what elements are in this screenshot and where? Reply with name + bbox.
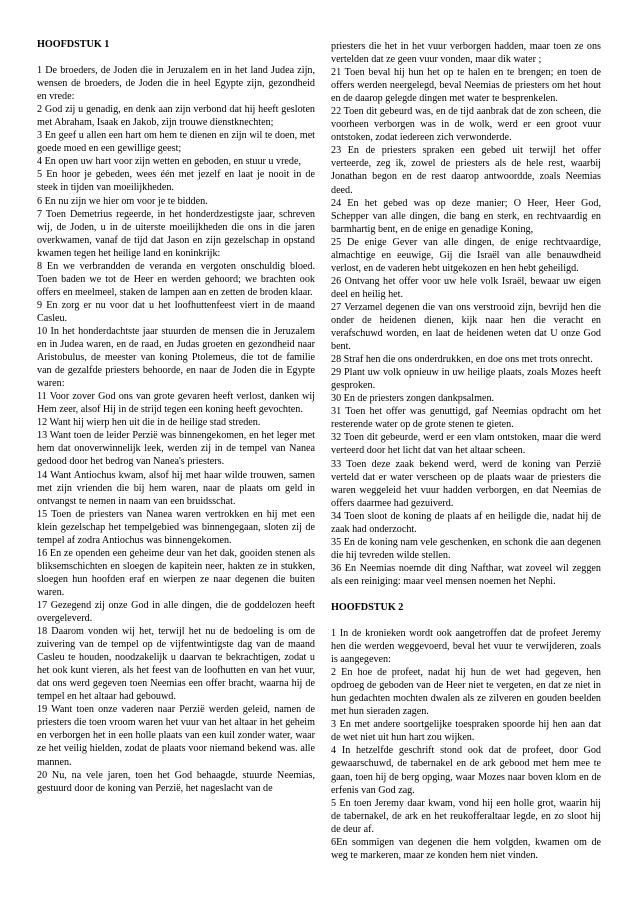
right-column (331, 40, 601, 862)
verse-1-27: 27 Verzamel degenen die van ons verstrooid zijn, bevrijd hen die onder de heidenen dienen, kijk naar hen die veracht en verafschuwd worden, en laat de heidenen weten dat U onze God bent. (331, 301, 601, 353)
verse-1-33: 33 Toen deze zaak bekend werd, werd de koning van Perzië verteld dat er water verscheen op de plaats waar de priesters die waren weggeleid het vuur hadden verborgen, en dat Neemias de offers daarmee had gezuiverd. (331, 458, 601, 509)
verse-1-29: 29 Plant uw volk opnieuw in uw heilige plaats, zoals Mozes heeft gesproken. (331, 367, 601, 392)
verse-2-5: 5 En toen Jeremy daar kwam, vond hij een holle grot, waarin hij de tabernakel, de ark en het reukofferaltaar legde, en zo sloot hij de deur af. (331, 797, 601, 835)
verse-1-5: 5 En hoor je gebeden, wees één met jezelf en laat je nooit in de steek in tijden van moeilijkheden. (37, 169, 315, 194)
verse-1-2: 2 God zij u genadig, en denk aan zijn verbond dat hij heeft gesloten met Abraham, Isaak en Jakob, zijn trouwe dienstknechten; (37, 104, 315, 129)
verse-1-6: 6 En nu zijn we hier om voor je te bidden. (37, 195, 208, 207)
verse-1-21: 21 Toen beval hij hun het op te halen en te brengen; en toen de offers werden neergelegd, beval Neemias de priesters om het hout en de daarop gelegde dingen met water te besprenkelen. (331, 67, 601, 105)
verse-1-35: 35 En de koning nam vele geschenken, en schonk die aan degenen die hij tevreden wilde stellen. (331, 536, 601, 561)
verse-2-3: 3 En met andere soortgelijke toespraken spoorde hij hen aan dat de wet niet uit hun hart zou wijken. (331, 719, 601, 744)
verse-1-30: 30 En de priesters zongen dankpsalmen. (331, 393, 495, 405)
verse-1-26: 26 Ontvang het offer voor uw hele volk Israël, bewaar uw eigen deel en heilig het. (331, 275, 601, 300)
verse-1-11: 11 Voor zover God ons van grote gevaren heeft verlost, danken wij Hem zeer, alsof Hij in de strijd tegen een koning heeft gevochten. (37, 391, 315, 416)
verse-1-20-start: 20 Nu, na vele jaren, toen het God behaagde, stuurde Neemias, gestuurd door de koning van Perzië, het nageslacht van de (37, 769, 315, 794)
chapter-1-heading: HOOFDSTUK 1 (37, 39, 110, 50)
verse-1-16: 16 En ze openden een geheime deur van het dak, gooiden stenen als bliksemschichten en sloegen de kapitein neer, hakten ze in stukken, sloegen hun hoofden eraf en wierpen ze naar degenen die buiten waren. (37, 547, 315, 598)
verse-1-23: 23 En de priesters spraken een gebed uit terwijl het offer verteerde, zeg ik, zowel de priesters als de hele rest, waarbij Jonathan begon en de rest daarop antwoordde, zoals Neemias deed. (331, 145, 601, 196)
verse-1-15: 15 Toen de priesters van Nanea waren vertrokken en hij met een klein gezelschap het tempelgebied was binnengegaan, sloten zij de tempel af zodra Antiochus was binnengekomen. (37, 508, 315, 546)
verse-1-3: 3 En geef u allen een hart om hem te dienen en zijn wil te doen, met goede moed en een gewillige geest; (37, 130, 315, 155)
verse-2-2: 2 En hoe de profeet, nadat hij hun de wet had gegeven, hen opdroeg de geboden van de Heer niet te vergeten, en dat ze niet in hun gedachten mochten dwalen als ze zilveren en gouden beelden met hun sieraden zagen. (331, 667, 601, 718)
verse-1-12: 12 Want hij wierp hen uit die in de heilige stad streden. (37, 417, 261, 429)
verse-1-19: 19 Want toen onze vaderen naar Perzië werden geleid, namen de priesters die toen vroom waren het vuur van het altaar in het geheim en verborgen het in een holle plaats van een kuil zonder water, waar ze het veilig hielden, zodat de plaats voor niemand bekend was. alle mannen. (37, 704, 315, 768)
verse-1-1: 1 De broeders, de Joden die in Jeruzalem en in het land Judea zijn, wensen de broeders, de Joden die in heel Egypte zijn, gezondheid en vrede: (37, 65, 315, 103)
left-column (37, 38, 315, 795)
verse-1-34: 34 Toen sloot de koning de plaats af en heiligde die, nadat hij de zaak had onderzocht. (331, 510, 601, 535)
verse-1-14: 14 Want Antiochus kwam, alsof hij met haar wilde trouwen, samen met zijn vrienden die bij hem waren, naar de plaats om geld in ontvangst te nemen in naam van een bruidsschat. (37, 469, 315, 507)
verse-1-32: 32 Toen dit gebeurde, werd er een vlam ontstoken, maar die werd verteerd door het licht dat van het altaar scheen. (331, 432, 601, 457)
verse-1-28: 28 Straf hen die ons onderdrukken, en doe ons met trots onrecht. (331, 354, 593, 366)
chapter-2-heading: HOOFDSTUK 2 (331, 601, 404, 613)
verse-1-20-continued: priesters die het in het vuur verborgen hadden, maar toen ze ons vertelden dat ze geen vuur vonden, maar dik water ; (331, 41, 601, 66)
verse-1-10: 10 In het honderdachtste jaar stuurden de mensen die in Jeruzalem en in Judea waren, en de raad, en Judas groeten en gezondheid naar Aristobulus, de meester van koning Ptolemeus, die tot de familie van de gezalfde priesters behoorde, en naar de Joden die in Egypte waren: (37, 325, 315, 390)
verse-1-24: 24 En het gebed was op deze manier; O Heer, Heer God, Schepper van alle dingen, die bang en sterk, en rechtvaardig en barmhartig bent, en de enige en genadige Koning, (331, 197, 601, 235)
verse-1-17: 17 Gezegend zij onze God in alle dingen, die de goddelozen heeft overgeleverd. (37, 599, 315, 625)
verse-1-18: 18 Daarom vonden wij het, terwijl het nu de bedoeling is om de zuivering van de tempel op de vijfentwintigste dag van de maand Casleu te houden, noodzakelijk u daarvan te bekrachtigen, zodat u het ook kunt vieren, als het feest van de loofhutten en van het vuur, dat ons werd gegeven toen Neemias een offer bracht, waarna hij de tempel en het altaar had gebouwd. (37, 626, 315, 703)
verse-2-4: 4 In hetzelfde geschrift stond ook dat de profeet, door God gewaarschuwd, de tabernakel en de ark gebood met hem mee te gaan, toen hij de berg opging, waar Mozes naar boven klom en de erfenis van God zag. (331, 745, 601, 796)
verse-1-25: 25 De enige Gever van alle dingen, de enige rechtvaardige, almachtige en eeuwige, Gij die Israël van alle benauwdheid verlost, en de vaderen hebt uitgekozen en hen hebt geheiligd. (331, 236, 601, 274)
verse-1-36: 36 En Neemias noemde dit ding Nafthar, wat zoveel wil zeggen als een reiniging: maar veel mensen noemen het Nephi. (331, 562, 601, 587)
verse-2-1: 1 In de kronieken wordt ook aangetroffen dat de profeet Jeremy hen die werden weggevoerd, beval het vuur te verwijderen, zoals is aangegeven: (331, 628, 601, 666)
verse-1-9: 9 En zorg er nu voor dat u het loofhuttenfeest viert in de maand Casleu. (37, 299, 315, 324)
verse-1-31: 31 Toen het offer was genuttigd, gaf Neemias opdracht om het resterende water op de grote stenen te gieten. (331, 406, 601, 431)
verse-2-6: 6En sommigen van degenen die hem volgden, kwamen om de weg te markeren, maar ze konden hem niet vinden. (331, 836, 601, 861)
verse-1-13: 13 Want toen de leider Perzië was binnengekomen, en het leger met hem dat onoverwinnelijk leek, werden zij in de tempel van Nanea gedood door het bedrog van Nanea's priesters. (37, 430, 315, 468)
verse-1-8: 8 En we verbrandden de veranda en vergoten onschuldig bloed. Toen baden we tot de Heer en werden gehoord; we brachten ook offers en meelmeel, staken de lampen aan en zetten de broden klaar. (37, 260, 315, 298)
verse-1-22: 22 Toen dit gebeurd was, en de tijd aanbrak dat de zon scheen, die voorheen verborgen was in de wolk, werd er een groot vuur ontstoken, zodat iedereen zich verwonderde. (331, 106, 601, 144)
verse-1-7: 7 Toen Demetrius regeerde, in het honderdzestigste jaar, schreven wij, de Joden, u in de uiterste moeilijkheden die ons in die jaren overkwamen, vanaf de tijd dat Jason en zijn gezelschap in opstand kwamen tegen het heilige land en koninkrijk: (37, 208, 315, 259)
verse-1-4: 4 En open uw hart voor zijn wetten en geboden, en stuur u vrede, (37, 156, 302, 168)
